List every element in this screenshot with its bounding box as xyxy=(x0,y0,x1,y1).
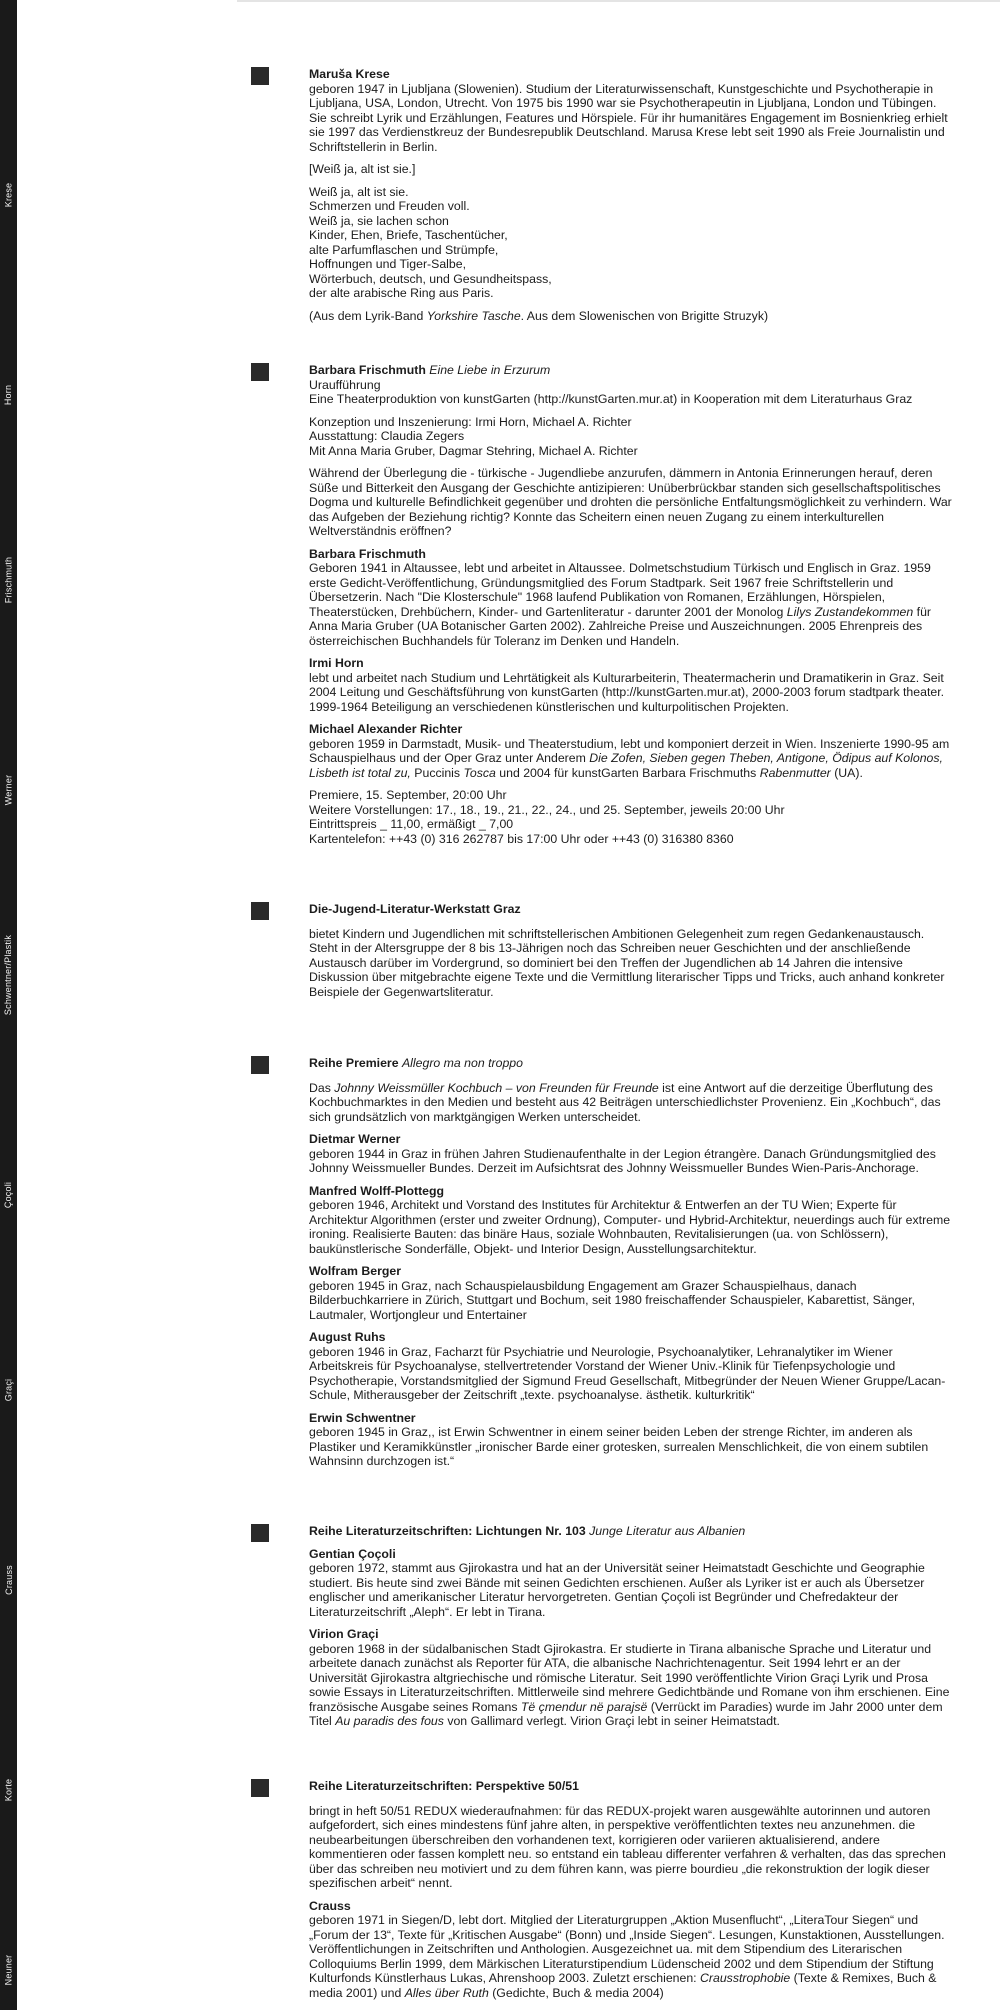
bio-text: geboren 1947 in Ljubljana (Slowenien). Studium der Literaturwissenschaft, Kunstgeschichte und Psychotherapie in Ljubljana, USA, London, Utrecht. Von 1975 bis 1990 war sie Psychotherapeutin in Ljubljana, London und Tübingen. Sie schreibt Lyrik und Erzählungen, Features und Hörspiele. Für ihr humanitäres Engagement im Bosnienkrieg erhielt sie 1997 das Verdienstkreuz der Bundesrepublik Deutschland. Marusa Krese lebt seit 1990 als Freie Journalistin und Schriftstellerin in Berlin. xyxy=(309,81,948,154)
section-perspektive xyxy=(309,1779,956,2008)
section-title: Maruša Krese xyxy=(309,67,390,81)
person-name: Manfred Wolff-Plottegg xyxy=(309,1183,445,1198)
poem-title: [Weiß ja, alt ist sie.] xyxy=(309,162,416,176)
poem-line: Schmerzen und Freuden voll. xyxy=(309,199,470,213)
section-title: Die-Jugend-Literatur-Werkstatt Graz xyxy=(309,902,521,916)
section-werkstatt xyxy=(309,902,956,1007)
person-bio: geboren 1945 in Graz,, ist Erwin Schwentner in einem seiner beiden Leben der strenge Richter, im anderen als Plastiker und Keramikkünstler „ironischer Barde einer grotesken, surrealen Menschlichkeit, die von einem subtilen Wahnsinn durchzogen ist.“ xyxy=(309,1425,929,1468)
poem-line: Kinder, Ehen, Briefe, Taschentücher, xyxy=(309,228,508,242)
section-lichtungen xyxy=(309,1524,956,1737)
poem-line: Weiß ja, alt ist sie. xyxy=(309,184,409,199)
index-tab-schwentner: Schwentner/Plastik xyxy=(3,934,14,1016)
top-rule xyxy=(237,0,1000,2)
person-name: Wolfram Berger xyxy=(309,1264,402,1278)
poem-line: alte Parfumflaschen und Strümpfe, xyxy=(309,242,499,257)
person-name: Michael Alexander Richter xyxy=(309,722,463,736)
person-bio: geboren 1959 in Darmstadt, Musik- und Theaterstudium, lebt und komponiert derzeit in Wien. Inszenierte 1990-95 am Schauspielhaus und der Oper Graz unter Anderem Die Zofen, Sieben gegen Theben, Antigone, Ödipus auf Kolonos, Lisbeth ist total zu, Puccinis Tosca und 2004 für kunstGarten Barbara Frischmuths Rabenmutter (UA). xyxy=(309,736,950,780)
poem-line: Weiß ja, sie lachen schon xyxy=(309,213,449,228)
section-marker xyxy=(251,902,269,920)
index-tab-crauss: Crauss xyxy=(3,1565,14,1595)
person-bio: geboren 1944 in Graz in frühen Jahren Studienaufenthalte in der Legion étrangère. Danach Gründungsmitglied des Johnny Weissmueller Bundes. Derzeit im Aufsichtsrat des Johnny Weissmueller Bundes Wien-Paris-Anchorage. xyxy=(309,1146,936,1175)
person-name: Crauss xyxy=(309,1898,351,1913)
production-note: Eine Theaterproduktion von kunstGarten (http://kunstGarten.mur.at) in Kooperation mit dem Literaturhaus Graz xyxy=(309,392,913,406)
poem-line: Hoffnungen und Tiger-Salbe, xyxy=(309,257,467,271)
index-tab-horn: Horn xyxy=(3,384,14,406)
person-name: Barbara Frischmuth xyxy=(309,546,426,561)
section-marker xyxy=(251,67,269,85)
index-tab-werner: Werner xyxy=(3,774,14,806)
credits: Konzeption und Inszenierung: Irmi Horn, Michael A. Richter Ausstattung: Claudia Zegers Mit Anna Maria Gruber, Dagmar Stehring, Michael A. Richter xyxy=(309,414,638,458)
performance-info: Premiere, 15. September, 20:00 Uhr Weitere Vorstellungen: 17., 18., 19., 21., 22., 24., und 25. September, jeweils 20:00 Uhr Eintrittspreis _ 11,00, ermäßigt _ 7,00 Kartentelefon: ++43 (0) 316 262787 bis 17:00 Uhr oder ++43 (0) 316380 8360 xyxy=(309,788,785,846)
section-title: Reihe Literaturzeitschriften: Lichtungen Nr. 103 Junge Literatur aus Albanien xyxy=(309,1524,746,1538)
poem-line: Wörterbuch, deutsch, und Gesundheitspass, xyxy=(309,271,552,286)
person-bio: geboren 1968 in der südalbanischen Stadt Gjirokastra. Er studierte in Tirana albanische Sprache und Literatur und arbeitete danach zunächst als Reporter für ATA, die albanische Nachrichtenagentur. Seit 1994 lehrt er an der Universität Gjirokastra altgriechische und römische Literatur. Seit 1990 veröffentlichte Virion Graçi Lyrik und Prosa sowie Essays in Literaturzeitschriften. Mittlerweile sind mehrere Gedichtbände und Romane von ihm erschienen. Eine französische Ausgabe seines Romans Të çmendur në parajsë (Verrückt im Paradies) wurde im Jahr 2000 unter dem Titel Au paradis des fous von Gallimard verlegt. Virion Graçi lebt in seiner Heimatstadt. xyxy=(309,1641,950,1728)
person-name: Virion Graçi xyxy=(309,1627,379,1641)
person-bio: geboren 1972, stammt aus Gjirokastra und hat an der Universität seiner Heimatstadt Geschichte und Geographie studiert. Bis heute sind zwei Bände mit seinen Gedichten erschienen. Außer als Lyriker ist er auch als Übersetzer englischer und amerikanischer Literatur hervorgetreten. Gentian Çoçoli ist Begründer und Chefredakteur der Literaturzeitschrift „Aleph“. Er lebt in Tirana. xyxy=(309,1561,925,1619)
index-tab-graci: Graçi xyxy=(3,1378,14,1402)
section-marker xyxy=(251,1779,269,1797)
index-tab-korte: Korte xyxy=(3,1778,14,1802)
source-note: (Aus dem Lyrik-Band Yorkshire Tasche. Aus dem Slowenischen von Brigitte Struzyk) xyxy=(309,308,769,323)
section-marker xyxy=(251,1056,269,1074)
person-name: Gentian Çoçoli xyxy=(309,1546,396,1561)
left-index-strip xyxy=(0,0,17,2010)
section-premiere xyxy=(309,1056,956,1477)
section-intro: Das Johnny Weissmüller Kochbuch – von Freunden für Freunde ist eine Antwort auf die derzeitige Überflutung des Kochbuchmarktes in den Medien und besteht aus 42 Beiträgen unterschiedlichster Provenienz. Ein „Kochbuch“, das sich grundsätzlich von marktgängigen Werken unterscheidet. xyxy=(309,1080,941,1124)
person-bio: geboren 1946 in Graz, Facharzt für Psychiatrie und Neurologie, Psychoanalytiker, Lehranalytiker im Wiener Arbeitskreis für Psychoanalyse, stellvertretender Vorstand der Wiener Univ.-Klinik für Tiefenpsychologie und Psychotherapie, Vorstandsmitglied der Sigmund Freud Gesellschaft, Mitbegründer der Neuen Wiener Gruppe/Lacan-Schule, Mitherausgeber der Zeitschrift „texte. psychoanalyse. ästhetik. kulturkritik“ xyxy=(309,1344,946,1402)
person-bio: geboren 1946, Architekt und Vorstand des Institutes für Architektur & Entwerfen an der TU Wien; Experte für Architektur Algorithmen (erster und zweiter Ordnung), Computer- und Hybrid-Architektur, neuerdings auch für extreme ironing. Realisierte Bauten: das binäre Haus, soziale Wohnbauten, Revitalisierungen (ua. von Schlössern), baukünstlerische Sonderfälle, Objekt- und Interior Design, Ausstellungsarchitektur. xyxy=(309,1198,951,1256)
section-marker xyxy=(251,363,269,381)
person-bio: lebt und arbeitet nach Studium und Lehrtätigkeit als Kulturarbeiterin, Theatermacherin und Dramatikerin in Graz. Seit 2004 Leitung und Geschäftsführung von kunstGarten (http://kunstGarten.mur.at), 2000-2003 forum stadtpark theater. 1999-1964 Beteiligung an verschiedenen künstlerischen und kulturpolitischen Projekten. xyxy=(309,670,945,714)
index-tab-neuner: Neuner xyxy=(3,1954,14,1986)
person-bio: geboren 1971 in Siegen/D, lebt dort. Mitglied der Literaturgruppen „Aktion Musenflucht“, „LiteraTour Siegen“ und „Forum der 13“, Texte für „Kritischen Ausgabe“ (Bonn) und „Inside Siegen“. Lesungen, Kunstaktionen, Ausstellungen. Veröffentlichungen in Zeitschriften und Anthologien. Ausgezeichnet ua. mit dem Stipendium des Literarischen Colloquiums Berlin 1999, dem Märkischen Literaturstipendium Lüdenscheid 2002 und dem Stipendium der Stiftung Kulturfonds Künstlerhaus Lukas, Ahrenshoop 2003. Zuletzt erschienen: Crausstrophobie (Texte & Remixes, Buch & media 2001) und Alles über Ruth (Gedichte, Buch & media 2004) xyxy=(309,1913,945,2000)
section-title: Reihe Literaturzeitschriften: Perspektive 50/51 xyxy=(309,1779,579,1793)
index-tab-frischmuth: Frischmuth xyxy=(3,556,14,604)
section-body: bietet Kindern und Jugendlichen mit schriftstellerischen Ambitionen Gelegenheit zum regen Gedankenaustausch. Steht in der Altersgruppe der 8 bis 13-Jährigen noch das Schreiben neuer Geschichten und der anschließende Austausch darüber im Vordergrund, so dominiert bei den Treffen der Jugendlichen ab 14 Jahren die intensive Diskussion über mitgebrachte eigene Texte und die Vermittlung literarischer Tipps und Tricks, auch anhand konkreter Beispiele der Gegenwartsliteratur. xyxy=(309,926,945,999)
poem xyxy=(309,185,956,301)
person-name: August Ruhs xyxy=(309,1330,386,1344)
person-bio: geboren 1945 in Graz, nach Schauspielausbildung Engagement am Grazer Schauspielhaus, danach Bilderbuchkarriere in Zürich, Stuttgart und Bochum, seit 1980 freischaffender Schauspieler, Kabarettist, Sänger, Lautmaler, Wortjongleur und Entertainer xyxy=(309,1278,916,1322)
section-marker xyxy=(251,1524,269,1542)
description: Während der Überlegung die - türkische - Jugendliebe anzurufen, dämmern in Antonia Erinnerungen herauf, deren Süße und Bitterkeit den Ausgang der Geschichte antizipieren: Unüberbrückbar standen sich gesellschaftspolitisches Dogma und kulturelle Befindlichkeit gegenüber und drohten die persönliche Entfaltungsmöglichkeit zu verhindern. War das Aufgeben der Beziehung richtig? Konnte das Scheitern einen neuen Zugang zu einem interkulturellen Weltverständnis eröffnen? xyxy=(309,466,952,538)
index-tab-cocoli: Çoçoli xyxy=(3,1181,14,1209)
section-krese xyxy=(309,67,956,331)
person-bio: Geboren 1941 in Altaussee, lebt und arbeitet in Altaussee. Dolmetschstudium Türkisch und Englisch in Graz. 1959 erste Gedicht-Veröffentlichung, Gründungsmitglied des Forum Stadtpark. Seit 1967 freie Schriftstellerin und Übersetzerin. Nach "Die Klosterschule" 1968 laufend Publikation von Romanen, Erzählungen, Hörspielen, Theaterstücken, Drehbüchern, Kinder- und Gartenliteratur - darunter 2001 der Monolog Lilys Zustandekommen für Anna Maria Gruber (UA Botanischer Garten 2002). Zahlreiche Preise und Auszeichnungen. 2005 Ehrenpreis des österreichischen Buchhandels für Toleranz im Denken und Handeln. xyxy=(309,561,932,648)
index-tab-krese: Krese xyxy=(3,182,14,208)
person-name: Dietmar Werner xyxy=(309,1132,401,1146)
section-body: bringt in heft 50/51 REDUX wiederaufnahmen: für das REDUX-projekt waren ausgewählte autorinnen und autoren aufgefordert, sich eines mindestens fünf jahre alten, in perspektive veröffentlichten textes neu anzunehmen. die neubearbeitungen überschreiben den vorhandenen text, korrigieren oder variieren aktualisierend, andere kommentieren oder fassen komplett neu. so entstand ein tableau differenter verfahren & verhalten, das das sprechen über das schreiben neu motiviert und zu dem führen kann, was pierre bourdieu „die rekonstruktion der logik dieser spezifischen arbeit“ nennt. xyxy=(309,1803,946,1890)
poem-line: der alte arabische Ring aus Paris. xyxy=(309,286,494,300)
person-name: Irmi Horn xyxy=(309,656,364,670)
premiere-note: Uraufführung xyxy=(309,377,381,392)
person-name: Erwin Schwentner xyxy=(309,1410,416,1425)
section-title: Reihe Premiere Allegro ma non troppo xyxy=(309,1056,523,1070)
section-frischmuth xyxy=(309,363,956,854)
section-title: Barbara Frischmuth Eine Liebe in Erzurum xyxy=(309,363,551,377)
